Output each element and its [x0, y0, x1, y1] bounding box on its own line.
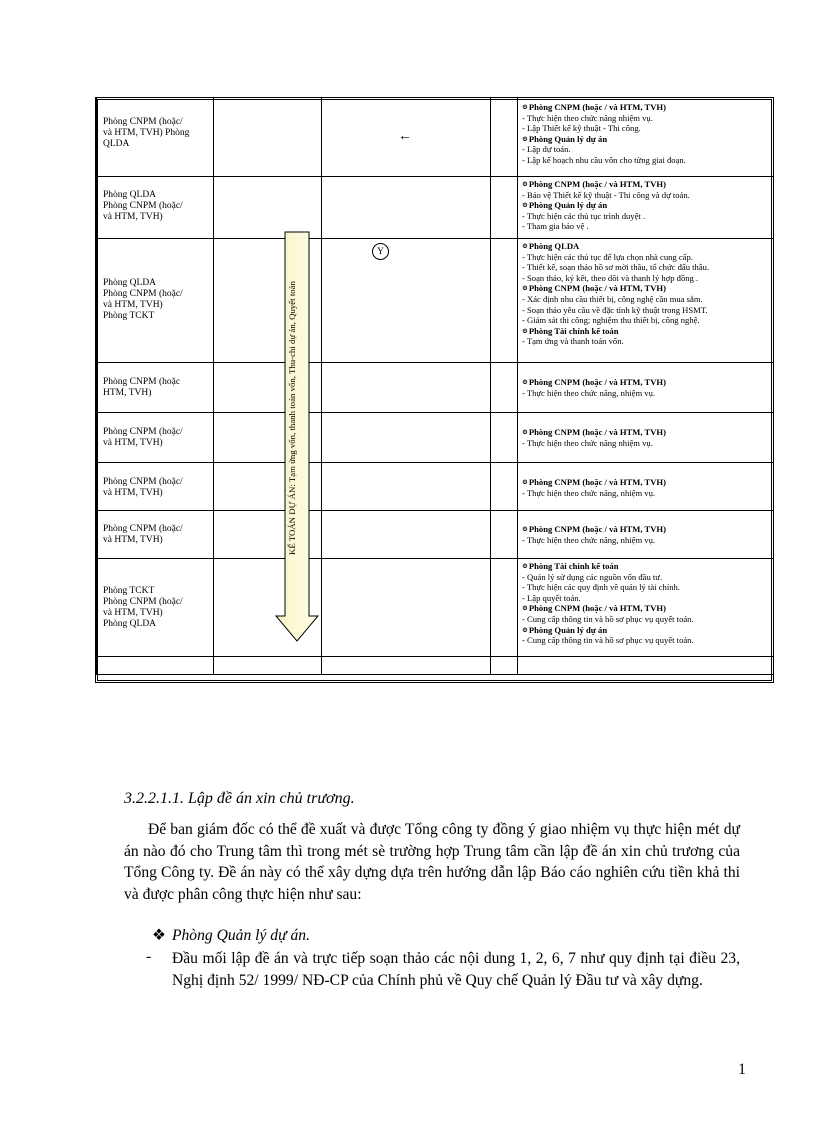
- bullet-circle-icon: ⊙: [522, 242, 528, 250]
- bullet-circle-icon: ⊙: [522, 284, 528, 293]
- task-text: Phòng Tài chính kế toán: [528, 325, 619, 336]
- left-arrow-icon: ←: [398, 129, 412, 144]
- task-line: [522, 113, 772, 124]
- dept-cell: Phòng CNPM (hoặc/ và HTM, TVH): [103, 524, 183, 545]
- task-heading: [522, 102, 772, 113]
- task-line: [522, 144, 772, 155]
- task-heading: [522, 326, 772, 337]
- dept-cell: Phòng QLDA Phòng CNPM (hoặc/ và HTM, TVH) Phòng TCKT: [103, 278, 183, 321]
- task-text: - Thực hiện theo chức năng nhiệm vụ.: [522, 112, 653, 123]
- task-text: - Thực hiện theo chức năng, nhiệm vụ.: [522, 387, 656, 398]
- bullet-circle-icon: ⊙: [522, 326, 528, 335]
- dept-cell: Phòng CNPM (hoặc HTM, TVH): [103, 377, 181, 398]
- task-heading: [522, 524, 772, 535]
- task-line: [522, 535, 772, 546]
- grid-hline: [96, 558, 773, 559]
- task-heading: [522, 377, 772, 388]
- task-line: [522, 211, 772, 222]
- task-text: - Tạm ứng và thanh toán vốn.: [522, 336, 624, 347]
- task-text: Phòng CNPM (hoặc / và HTM, TVH): [528, 603, 666, 614]
- task-line: [522, 190, 772, 201]
- task-text: - Lập Thiết kế kỹ thuật - Thi công.: [522, 123, 641, 134]
- bullet-circle-icon: ⊙: [522, 562, 528, 570]
- task-heading: [522, 561, 772, 572]
- grid-vline: [517, 98, 518, 674]
- task-heading: [522, 283, 772, 294]
- task-line: [522, 572, 772, 583]
- task-text: - Thiết kế, soạn thảo hồ sơ mời thầu, tổ chức đấu thầu.: [522, 262, 710, 273]
- task-cell: [522, 561, 772, 646]
- task-text: - Thực hiện các quy định về quản lý tài chính.: [522, 582, 680, 593]
- grid-hline: [96, 462, 773, 463]
- task-text: - Thực hiện các thủ tục để lựa chọn nhà cung cấp.: [522, 251, 693, 262]
- bullet-circle-icon: ⊙: [522, 180, 528, 188]
- task-heading: [522, 134, 772, 145]
- grid-hline: [96, 176, 773, 177]
- task-cell: [522, 427, 772, 448]
- task-text: - Lập dự toán.: [522, 144, 571, 155]
- grid-hline: [96, 656, 773, 657]
- task-line: [522, 593, 772, 604]
- task-text: - Xác định nhu cầu thiết bị, công nghệ cần mua sắm.: [522, 293, 703, 304]
- task-text: Phòng CNPM (hoặc / và HTM, TVH): [528, 377, 666, 387]
- dash-marker: -: [146, 948, 152, 965]
- bullet-circle-icon: ⊙: [522, 525, 528, 533]
- task-text: - Tham gia bảo vệ .: [522, 221, 589, 232]
- task-text: - Giám sát thi công; nghiệm thu thiết bị, công nghệ.: [522, 315, 700, 326]
- task-text: - Cung cấp thông tin và hồ sơ phục vụ quyết toán.: [522, 613, 694, 624]
- grid-hline: [96, 412, 773, 413]
- task-text: - Quản lý sử dụng các nguồn vốn đầu tư.: [522, 571, 663, 582]
- task-text: - Thực hiện các thủ tục trình duyệt .: [522, 210, 646, 221]
- decision-circle: Y: [372, 243, 389, 260]
- task-line: [522, 438, 772, 449]
- task-heading: [522, 477, 772, 488]
- task-text: - Soạn thảo yêu cầu về đặc tính kỹ thuật trong HSMT.: [522, 304, 708, 315]
- task-heading: [522, 427, 772, 438]
- bullet-text: Phòng Quản lý dự án.: [171, 927, 310, 944]
- bullet-circle-icon: ⊙: [522, 134, 528, 143]
- task-text: Phòng Quản lý dự án: [528, 133, 608, 144]
- dept-cell: Phòng CNPM (hoặc/ và HTM, TVH) Phòng QLDA: [103, 117, 190, 149]
- grid-hline: [96, 238, 773, 239]
- task-text: Phòng CNPM (hoặc / và HTM, TVH): [528, 283, 666, 294]
- task-text: Phòng CNPM (hoặc / và HTM, TVH): [528, 524, 666, 534]
- task-text: Phòng Tài chính kế toán: [528, 561, 619, 571]
- task-text: - Cung cấp thông tin và hồ sơ phục vụ quyết toán.: [522, 635, 694, 646]
- section-number: 3.2.2.1.1.: [124, 790, 184, 807]
- section-title-end: .: [350, 790, 355, 807]
- section-title: Lập đề án xin chủ trương: [188, 790, 351, 807]
- grid-vline: [321, 98, 322, 674]
- page-number: 1: [738, 1061, 746, 1078]
- bullet-circle-icon: ⊙: [522, 604, 528, 613]
- dash-item-text: Đầu mối lập đề án và trực tiếp soạn thảo các nội dung 1, 2, 6, 7 như quy định tại điều 23, Nghị định 52/ 1999/ NĐ-CP của Chính phủ về Quy chế Quản lý Đầu tư và xây dựng.: [172, 950, 740, 989]
- bullet-circle-icon: ⊙: [522, 625, 528, 634]
- grid-hline: [96, 674, 773, 675]
- task-line: [522, 305, 772, 316]
- task-cell: [522, 241, 772, 347]
- task-heading: [522, 603, 772, 614]
- grid-vline: [490, 98, 491, 674]
- task-text: Phòng Quản lý dự án: [528, 200, 608, 211]
- task-text: - Lập kế hoạch nhu cầu vốn cho từng giai đoạn.: [522, 154, 686, 165]
- task-cell: [522, 477, 772, 498]
- dept-cell: Phòng QLDA Phòng CNPM (hoặc/ và HTM, TVH): [103, 190, 183, 222]
- task-line: [522, 221, 772, 232]
- task-line: [522, 155, 772, 166]
- dept-cell: Phòng TCKT Phòng CNPM (hoặc/ và HTM, TVH) Phòng QLDA: [103, 586, 183, 629]
- task-heading: [522, 200, 772, 211]
- task-text: Phòng CNPM (hoặc / và HTM, TVH): [528, 477, 666, 487]
- task-line: [522, 123, 772, 134]
- bullet-circle-icon: ⊙: [522, 201, 528, 210]
- task-line: [522, 262, 772, 273]
- bullet-circle-icon: ⊙: [522, 378, 528, 386]
- task-text: - Thực hiện theo chức năng, nhiệm vụ.: [522, 534, 656, 545]
- diamond-bullet-icon: ❖: [152, 927, 166, 944]
- task-heading: [522, 241, 772, 252]
- task-line: [522, 614, 772, 625]
- task-text: Phòng CNPM (hoặc / và HTM, TVH): [528, 179, 666, 189]
- task-line: [522, 582, 772, 593]
- task-line: [522, 252, 772, 263]
- body-paragraph: Để ban giám đốc có thể đề xuất và được Tổng công ty đồng ý giao nhiệm vụ thực hiện mét dự án nào đó cho Trung tâm thì trong mét sè trường hợp Trung tâm cần lập đề án xin chủ trương của Tổng Công ty. Đề án này có thể xây dựng dựa trên hướng dẫn lập Báo cáo nghiên cứu tiền khả thi và được phân công thực hiện như sau:: [124, 821, 740, 903]
- task-cell: [522, 377, 772, 398]
- task-text: Phòng Quản lý dự án: [528, 624, 608, 635]
- task-cell: [522, 179, 772, 232]
- grid-hline: [96, 362, 773, 363]
- grid-vline: [773, 98, 774, 674]
- dept-cell: Phòng CNPM (hoặc/ và HTM, TVH): [103, 477, 183, 498]
- task-text: - Thực hiện theo chức năng, nhiệm vụ.: [522, 487, 656, 498]
- task-text: Phòng QLDA: [528, 241, 580, 251]
- bullet-circle-icon: ⊙: [522, 103, 528, 111]
- task-heading: [522, 625, 772, 636]
- task-cell: [522, 524, 772, 545]
- task-heading: [522, 179, 772, 190]
- task-line: [522, 635, 772, 646]
- task-text: - Bảo vệ Thiết kế kỹ thuật - Thi công và dự toán.: [522, 189, 690, 200]
- arrow-label: KẾ TOÁN DỰ ÁN: Tạm ứng vốn, thanh toán vốn, Thu-chi dự án, Quyết toán: [287, 281, 297, 555]
- task-text: - Soạn thảo, ký kết, theo dõi và thanh lý hợp đồng .: [522, 272, 699, 283]
- grid-vline: [96, 98, 97, 674]
- task-cell: [522, 102, 772, 166]
- bullet-item: [152, 926, 310, 945]
- task-text: - Thực hiện theo chức năng nhiệm vụ.: [522, 437, 653, 448]
- task-text: Phòng CNPM (hoặc / và HTM, TVH): [528, 102, 666, 112]
- task-line: [522, 315, 772, 326]
- task-line: [522, 388, 772, 399]
- grid-vline: [213, 98, 214, 674]
- task-line: [522, 294, 772, 305]
- grid-hline: [96, 510, 773, 511]
- task-line: [522, 273, 772, 284]
- task-text: - Lập quyết toán.: [522, 592, 581, 603]
- section-heading: [124, 790, 355, 808]
- task-text: Phòng CNPM (hoặc / và HTM, TVH): [528, 427, 666, 437]
- task-line: [522, 336, 772, 347]
- dept-cell: Phòng CNPM (hoặc/ và HTM, TVH): [103, 427, 183, 448]
- task-line: [522, 488, 772, 499]
- bullet-circle-icon: ⊙: [522, 478, 528, 486]
- bullet-circle-icon: ⊙: [522, 428, 528, 436]
